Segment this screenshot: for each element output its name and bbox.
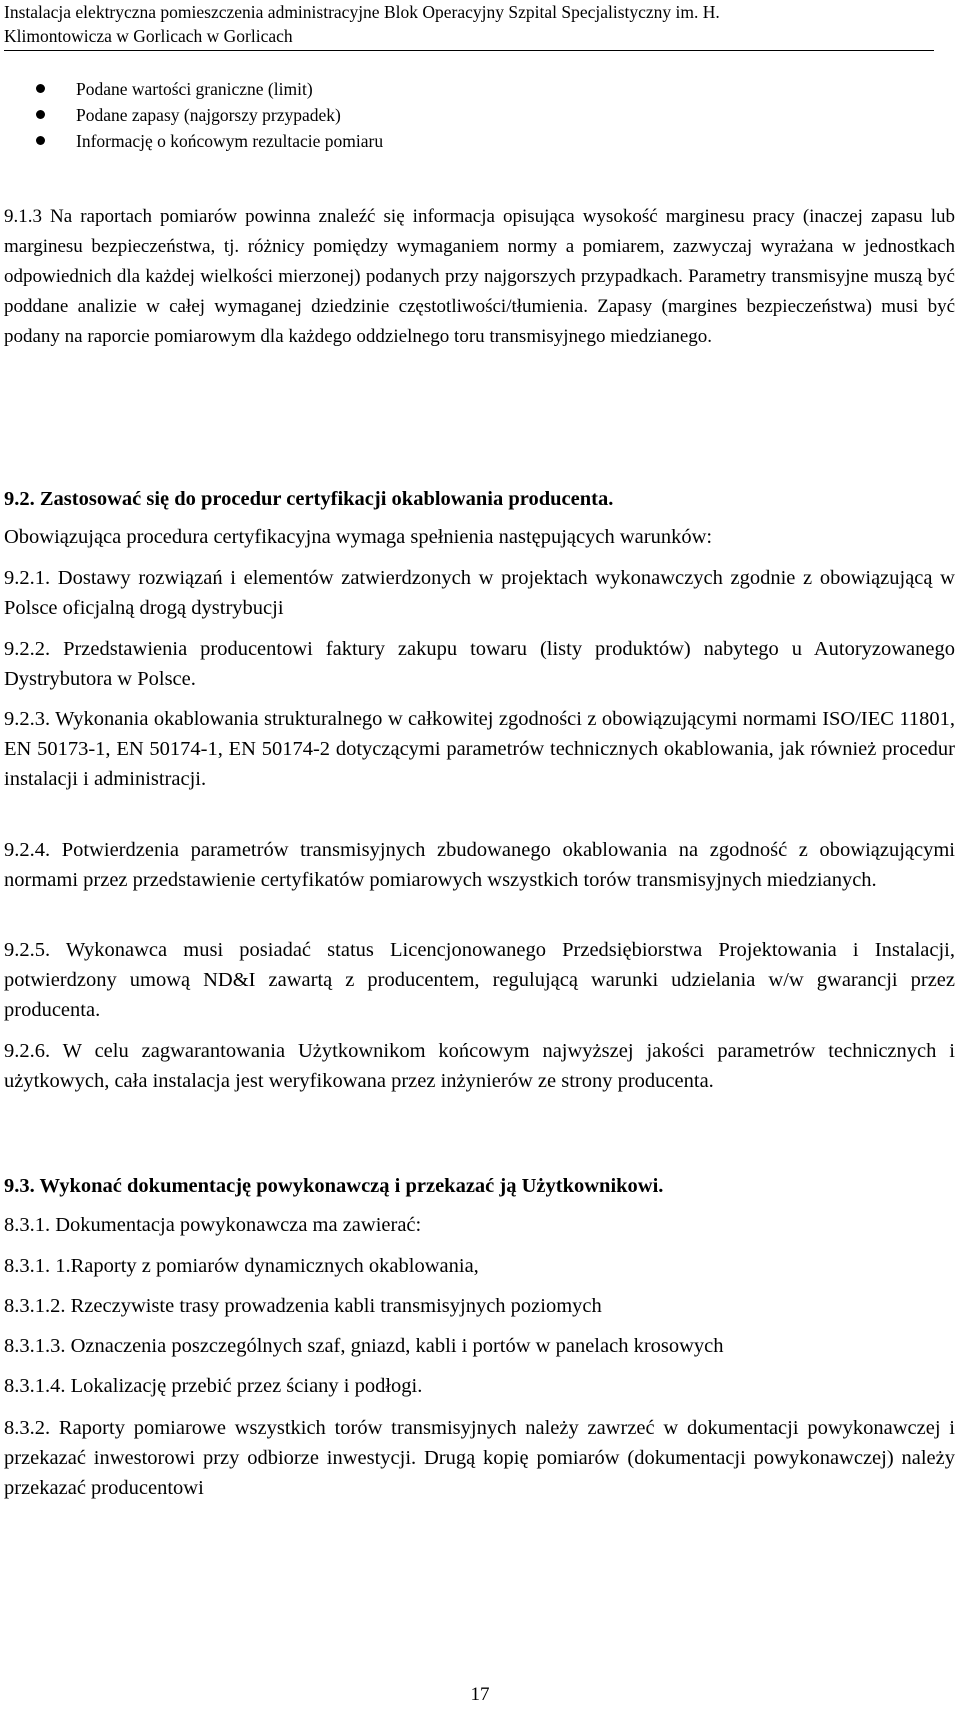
heading-9-3: 9.3. Wykonać dokumentację powykonawczą i przekazać ją Użytkownikowi. xyxy=(4,1175,664,1197)
bullet-icon xyxy=(36,110,45,119)
header-line-1: Instalacja elektryczna pomieszczenia administracyjne Blok Operacyjny Szpital Specjalistyczny im. H. xyxy=(4,2,720,22)
heading-9-2: 9.2. Zastosować się do procedur certyfikacji okablowania producenta. xyxy=(4,488,614,510)
paragraph-9-2-4: 9.2.4. Potwierdzenia parametrów transmisyjnych zbudowanego okablowania na zgodność z obowiązującymi normami przez przedstawienie certyfikatów pomiarowych wszystkich torów transmisyjnych miedzianych. xyxy=(4,839,955,891)
paragraph-9-2-1: 9.2.1. Dostawy rozwiązań i elementów zatwierdzonych w projektach wykonawczych zgodnie z obowiązującą w Polsce oficjalną drogą dystrybucji xyxy=(4,567,955,619)
paragraph-8-3-1-1: 8.3.1. 1.Raporty z pomiarów dynamicznych okablowania, xyxy=(4,1255,479,1277)
paragraph-8-3-1: 8.3.1. Dokumentacja powykonawcza ma zawierać: xyxy=(4,1214,422,1236)
bullet-list xyxy=(32,76,383,154)
paragraph-8-3-1-4: 8.3.1.4. Lokalizację przebić przez ściany i podłogi. xyxy=(4,1375,423,1397)
paragraph-8-3-1-3: 8.3.1.3. Oznaczenia poszczególnych szaf, gniazd, kabli i portów w panelach krosowych xyxy=(4,1335,724,1357)
paragraph-9-1-3: 9.1.3 Na raportach pomiarów powinna znaleźć się informacja opisująca wysokość marginesu pracy (inaczej zapasu lub marginesu bezpieczeństwa, tj. różnicy pomiędzy wymaganiem normy a pomiarem, zazwyczaj wyrażana w jednostkach odpowiednich dla każdej wielkości mierzonej) podanych przy najgorszych przypadkach. Parametry transmisyjne muszą być poddane analizie w całej wymaganej dziedzinie częstotliwości/tłumienia. Zapasy (margines bezpieczeństwa) musi być podany na raporcie pomiarowym dla każdego oddzielnego toru transmisyjnego miedzianego. xyxy=(4,206,955,347)
list-item: Podane zapasy (najgorszy przypadek) xyxy=(32,102,383,128)
paragraph-9-2-intro: Obowiązująca procedura certyfikacyjna wymaga spełnienia następujących warunków: xyxy=(4,526,713,548)
list-item: Podane wartości graniczne (limit) xyxy=(32,76,383,102)
paragraph-9-2-3: 9.2.3. Wykonania okablowania strukturalnego w całkowitej zgodności z obowiązującymi normami ISO/IEC 11801, EN 50173-1, EN 50174-1, EN 50174-2 dotyczącymi parametrów technicznych okablowania, jak również procedur instalacji i administracji. xyxy=(4,708,955,790)
list-item: Informację o końcowym rezultacie pomiaru xyxy=(32,128,383,154)
page-number: 17 xyxy=(470,1684,490,1705)
header-line-2: Klimontowicza w Gorlicach w Gorlicach xyxy=(4,26,293,46)
bullet-icon xyxy=(36,84,45,93)
paragraph-9-2-6: 9.2.6. W celu zagwarantowania Użytkownikom końcowym najwyższej jakości parametrów technicznych i użytkowych, cała instalacja jest weryfikowana przez inżynierów ze strony producenta. xyxy=(4,1040,955,1092)
page-header xyxy=(4,0,934,51)
paragraph-8-3-1-2: 8.3.1.2. Rzeczywiste trasy prowadzenia kabli transmisyjnych poziomych xyxy=(4,1295,602,1317)
bullet-icon xyxy=(36,136,45,145)
paragraph-9-2-5: 9.2.5. Wykonawca musi posiadać status Licencjonowanego Przedsiębiorstwa Projektowania i Instalacji, potwierdzony umową ND&I zawartą z producentem, regulującą warunki udzielania w/w gwarancji przez producenta. xyxy=(4,939,955,1021)
paragraph-8-3-2: 8.3.2. Raporty pomiarowe wszystkich torów transmisyjnych należy zawrzeć w dokumentacji powykonawczej i przekazać inwestorowi przy odbiorze inwestycji. Drugą kopię pomiarów (dokumentacji powykonawczej) należy przekazać producentowi xyxy=(4,1417,955,1499)
paragraph-9-2-2: 9.2.2. Przedstawienia producentowi faktury zakupu towaru (listy produktów) nabytego u Autoryzowanego Dystrybutora w Polsce. xyxy=(4,638,955,690)
